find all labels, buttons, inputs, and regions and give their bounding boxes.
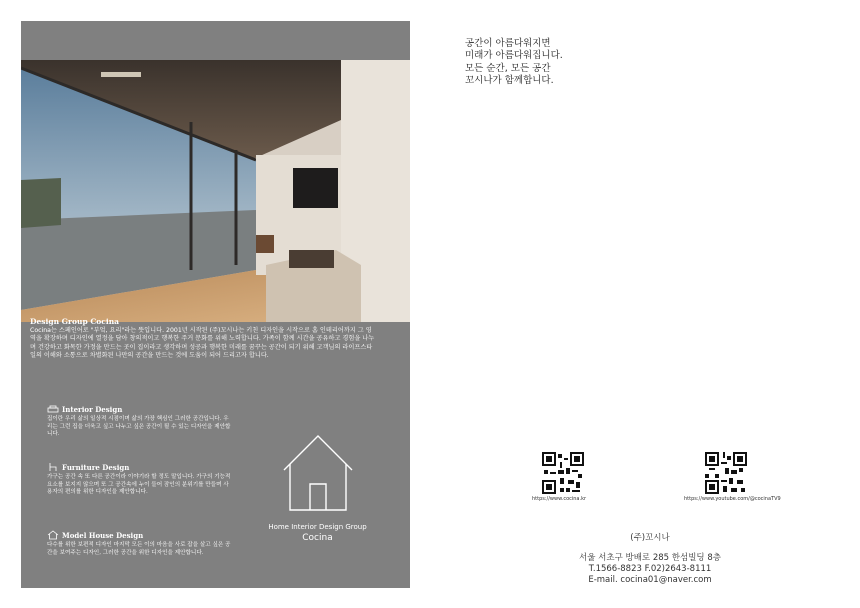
chair-icon bbox=[47, 462, 59, 472]
section-interior-design bbox=[47, 404, 232, 439]
slogan-line: 미래가 아름다워집니다. bbox=[465, 50, 563, 62]
company-email: E-mail. cocina01@naver.com bbox=[588, 575, 712, 586]
section-body: 가구는 공간 속 또 다른 공간이라 이야기라 할 정도 말입니다. 가구의 기능적 요소를 보지지 않으며 또 그 공간속에 누이 들어 잠인의 분위기를 만들며 사용자의 편의를 위한 디자인을 제안합니다. bbox=[47, 474, 231, 496]
qr-code-youtube bbox=[705, 452, 747, 494]
qr-code-website bbox=[542, 452, 584, 494]
section-furniture-design bbox=[47, 462, 232, 497]
slogan-line: 공간이 아름다워지면 bbox=[465, 38, 551, 49]
company-info bbox=[540, 531, 760, 586]
interior-icon bbox=[47, 404, 59, 414]
interior-photo bbox=[21, 60, 410, 322]
section-title: Interior Design bbox=[62, 404, 123, 414]
brand-tagline: Home Interior Design Group bbox=[268, 523, 367, 531]
section-body: 집이란 우리 삶의 일상적 시점이며 삶의 가장 핵심인 그러한 공간입니다. 우리는 그런 집을 더욱고 싶고 나누고 싶은 공간이 될 수 있는 디자인을 제안합니다. bbox=[47, 416, 231, 438]
company-phone: T.1566-8823 F.02)2643-8111 bbox=[588, 564, 712, 575]
section-model-house-design bbox=[47, 530, 232, 557]
company-name: (주)꼬시나 bbox=[630, 533, 670, 543]
section-title: Model House Design bbox=[62, 530, 144, 540]
qr-url: https://www.cocina.kr bbox=[532, 496, 587, 502]
section-body: 다수를 위한 보편적 디자인 마지막 모든 이의 마음을 사로 잡을 살고 싶은 공간을 보여주는 디자인, 그러한 공간을 위한 디자인을 제안합니다. bbox=[47, 542, 231, 556]
slogan-line: 모든 순간, 모든 공간 bbox=[465, 62, 551, 74]
slogan-line: 꼬시나가 함께합니다. bbox=[465, 75, 554, 87]
brochure-left-panel bbox=[21, 21, 410, 588]
brand-block bbox=[255, 523, 380, 543]
house-icon bbox=[47, 530, 59, 540]
section-title: Furniture Design bbox=[62, 462, 130, 472]
slogan bbox=[465, 38, 563, 87]
brand-name: Cocina bbox=[302, 533, 333, 543]
qr-url: https://www.youtube.com/@cocinaTV9 bbox=[684, 496, 781, 502]
company-address: 서울 서초구 방배로 285 한섬빌딩 8층 bbox=[579, 553, 721, 563]
intro-body: Cocina는 스페인어로 "부엌, 요리"라는 뜻입니다. 2001년 시작된 (주)꼬시나는 키친 디자인을 시작으로 홈 인테리어까지 그 영역을 확장하며 디자인에 열정을 담아 창의적이고 행복한 주거 문화를 위해 노력합니다. 가족이 함께 시간을 공유하고 경험을 나누며 건강하고 화목한 가정을 만드는 곳이 집이라고 생각하며 성공과 행복한 미래를 꿈꾸는 공간이 되기 위해 고객님의 라이프스타일의 이해와 소통으로 차별화된 나만의 공간을 만드는 것에 도움이 되어 드리고자 합니다. bbox=[30, 327, 375, 360]
intro-title: Design Group Cocina bbox=[30, 317, 120, 326]
house-logo-icon bbox=[282, 434, 354, 512]
